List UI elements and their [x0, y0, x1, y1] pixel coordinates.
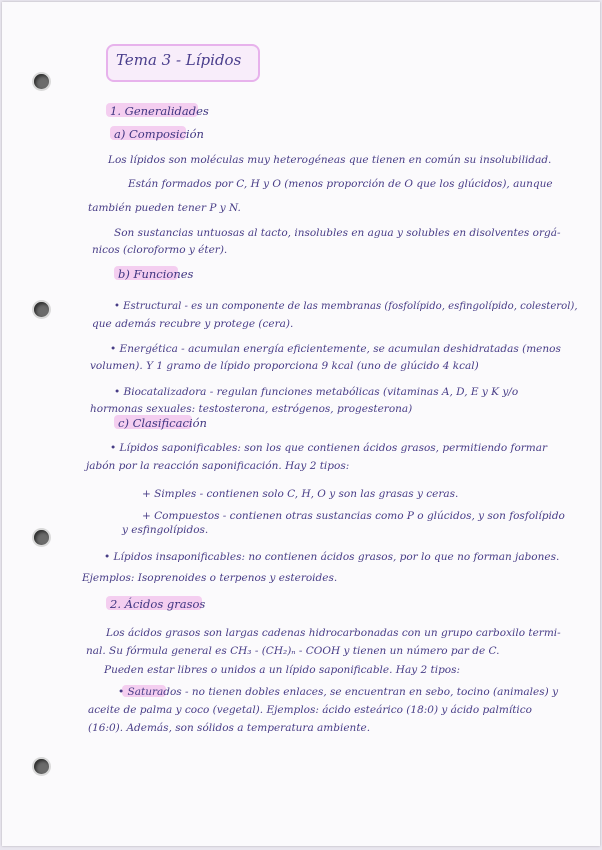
text-line: nicos (cloroformo y éter). [92, 244, 228, 256]
section-heading-composicion: a) Composición [114, 127, 204, 141]
section-heading-funciones: b) Funciones [118, 267, 194, 281]
text-line: (16:0). Además, son sólidos a temperatura ambiente. [88, 722, 371, 734]
binder-hole [34, 759, 49, 774]
text-line: Los lípidos son moléculas muy heterogéneas que tienen en común su insolubilidad. [108, 154, 552, 166]
text-line: + Compuestos - contienen otras sustancias como P o glúcidos, y son fosfolípido [142, 510, 565, 522]
text-line: • Saturados - no tienen dobles enlaces, se encuentran en sebo, tocino (animales) y [118, 686, 558, 698]
text-line: Ejemplos: Isoprenoides o terpenos y esteroides. [82, 572, 338, 584]
text-line: + Simples - contienen solo C, H, O y son las grasas y ceras. [142, 488, 459, 500]
notebook-page [2, 2, 600, 846]
text-line: hormonas sexuales: testosterona, estrógenos, progesterona) [90, 403, 413, 415]
text-line: y esfingolípidos. [122, 524, 209, 536]
text-line: nal. Su fórmula general es CH₃ - (CH₂)ₙ - COOH y tienen un número par de C. [86, 645, 500, 657]
text-line: también pueden tener P y N. [88, 202, 241, 214]
binder-hole [34, 74, 49, 89]
section-heading-clasificacion: c) Clasificación [118, 416, 207, 430]
text-line: Están formados por C, H y O (menos proporción de O que los glúcidos), aunque [128, 178, 553, 190]
text-line: Son sustancias untuosas al tacto, insolubles en agua y solubles en disolventes orgá- [114, 227, 561, 239]
text-line: • Biocatalizadora - regulan funciones metabólicas (vitaminas A, D, E y K y/o [114, 386, 519, 398]
binder-hole [34, 530, 49, 545]
text-line: • Lípidos saponificables: son los que contienen ácidos grasos, permitiendo formar [110, 442, 548, 454]
text-line: • Estructural - es un componente de las membranas (fosfolípido, esfingolípido, colesterol), [114, 300, 578, 312]
text-line: Pueden estar libres o unidos a un lípido saponificable. Hay 2 tipos: [104, 664, 461, 676]
text-line: que además recubre y protege (cera). [92, 318, 294, 330]
text-line: • Energética - acumulan energía eficientemente, se acumulan deshidratadas (menos [110, 343, 561, 355]
text-line: jabón por la reacción saponificación. Hay 2 tipos: [86, 460, 350, 472]
text-line: Los ácidos grasos son largas cadenas hidrocarbonadas con un grupo carboxilo termi- [106, 627, 561, 639]
binder-hole [34, 302, 49, 317]
page-title: Tema 3 - Lípidos [116, 51, 242, 69]
text-line: • Lípidos insaponificables: no contienen ácidos grasos, por lo que no forman jabones. [104, 551, 560, 563]
section-heading-generalidades: 1. Generalidades [110, 104, 209, 118]
text-line: aceite de palma y coco (vegetal). Ejemplos: ácido esteárico (18:0) y ácido palmítico [88, 704, 532, 716]
text-line: volumen). Y 1 gramo de lípido proporciona 9 kcal (uno de glúcido 4 kcal) [90, 360, 479, 372]
section-heading-acidos-grasos: 2. Ácidos grasos [110, 597, 206, 611]
